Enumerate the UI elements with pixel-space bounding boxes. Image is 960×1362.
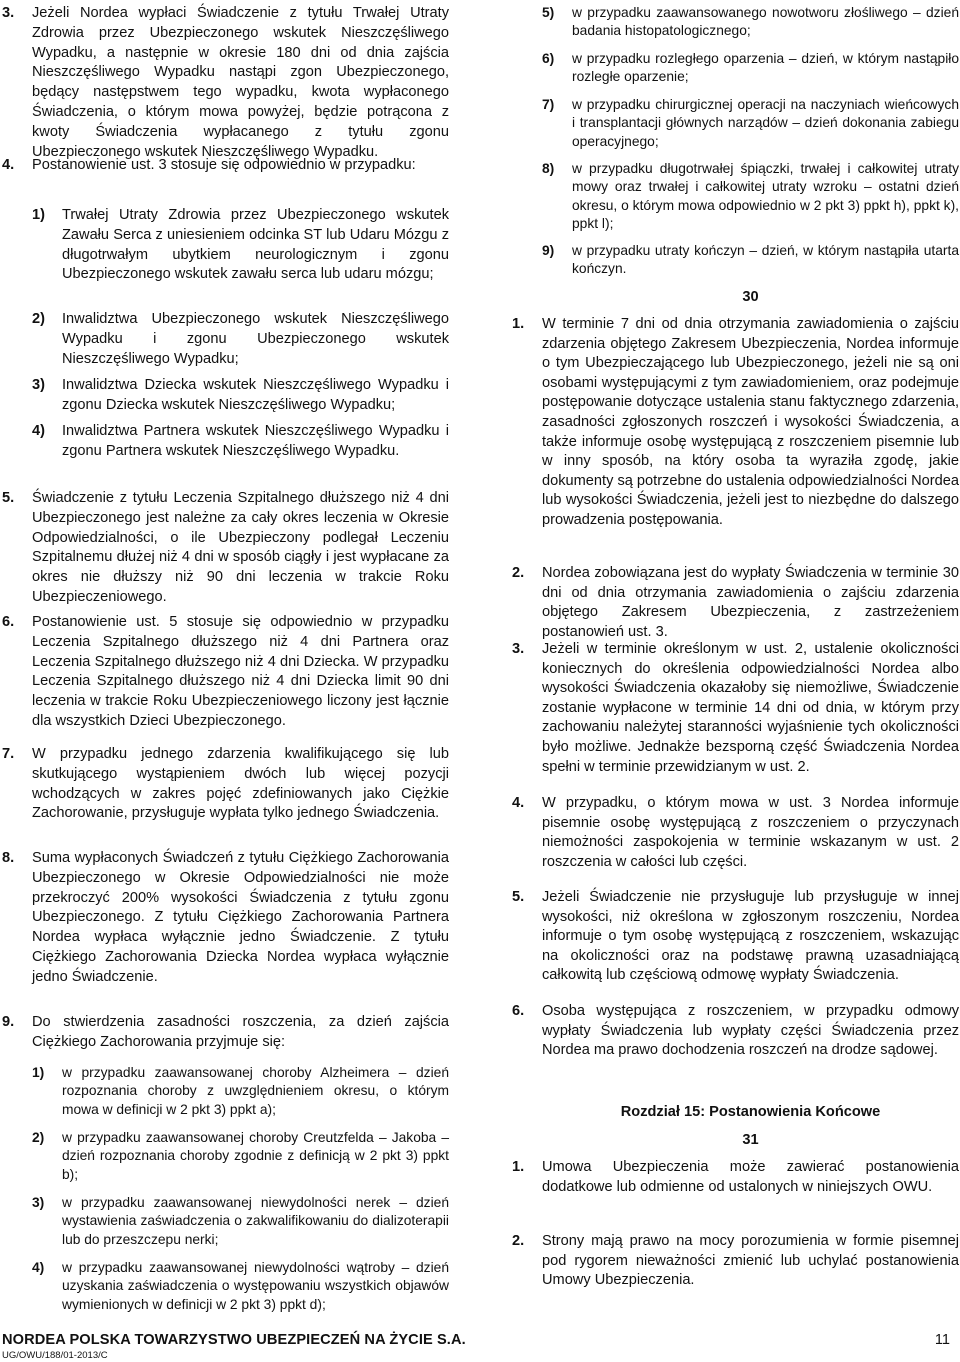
list-item xyxy=(32,1129,449,1185)
paragraph-5 xyxy=(512,888,959,988)
list-item xyxy=(32,1194,449,1250)
list-item-number: 5) xyxy=(542,5,555,20)
list-item-text: w przypadku długotrwałej śpiączki, trwałej i całkowitej utraty mowy oraz trwałej i całkowitej utraty wzroku – ostatni dzień okresu, o którym mowa odpowiednio w 2 pkt 3) ppkt h), ppkt k), ppkt l); xyxy=(572,161,959,231)
list-item xyxy=(32,206,449,302)
list-item xyxy=(32,422,449,480)
paragraph-text: Postanowienie ust. 5 stosuje się odpowiednio w przypadku Leczenia Szpitalnego dłuższego niż 4 dni Partnera oraz Leczenia Szpitalnego dłuższego niż 4 dni Dziecka. W przypadku Leczenia Szpitalnego dłuższego niż 4 dni Dziecka limit 90 dni leczenia w trakcie Roku Ubezpieczeniowego liczony jest łącznie dla wszystkich Dzieci Ubezpieczonego. xyxy=(32,614,449,729)
list-item xyxy=(32,1064,449,1120)
paragraph-text: W przypadku jednego zdarzenia kwalifikującego się lub skutkującego wystąpieniem dwóch lub więcej pozycji wchodzących w zakres pojęć zdefiniowanych jako Ciężkie Zachorowanie, przysługuje wypłata tylko jednego Świadczenia. xyxy=(32,746,449,822)
list-item xyxy=(542,50,959,88)
list-item-number: 2) xyxy=(32,311,45,327)
list-item-number: 1) xyxy=(32,207,45,223)
paragraph-2 xyxy=(512,564,959,640)
list-item-number: 8) xyxy=(542,161,555,176)
paragraph-3 xyxy=(512,640,959,780)
paragraph-text: Świadczenie z tytułu Leczenia Szpitalnego dłuższego niż 4 dni Ubezpieczonego jest należne za cały okres leczenia w Okresie Odpowiedzialności, o ile Ubezpieczony podlegał Leczeniu Szpitalnemu dłużej niż 4 dni w sposób ciągły i jest wypłacane za okres nie dłuższy niż 90 dni leczenia w trakcie Roku Ubezpieczeniowego. xyxy=(32,490,449,605)
right-column xyxy=(512,4,959,1292)
list-item-text: w przypadku chirurgicznej operacji na naczyniach wieńcowych i transplantacji głównych narządów – dzień dokonania zabiegu operacyjnego; xyxy=(572,97,959,149)
paragraph-number: 5. xyxy=(512,889,525,905)
paragraph-2 xyxy=(512,1232,959,1292)
paragraph-7 xyxy=(2,745,449,841)
list-item-text: w przypadku rozległego oparzenia – dzień, w którym nastąpiło rozległe oparzenie; xyxy=(572,51,959,85)
list-item-text: w przypadku utraty kończyn – dzień, w którym nastąpiła utarta kończyn. xyxy=(572,243,959,277)
paragraph-number: 4. xyxy=(512,795,525,811)
paragraph-4 xyxy=(512,794,959,874)
paragraph-text: Umowa Ubezpieczenia może zawierać postanowienia dodatkowe lub odmienne od ustalonych w niniejszych OWU. xyxy=(542,1159,959,1195)
paragraph-1 xyxy=(512,315,959,551)
paragraph-8 xyxy=(2,849,449,1005)
paragraph-5 xyxy=(2,489,449,605)
left-column xyxy=(2,4,449,1333)
paragraph-9 xyxy=(2,1013,449,1055)
paragraph-text: Strony mają prawo na mocy porozumienia w formie pisemnej pod rygorem nieważności zmienić lub uchylać postanowienia Umowy Ubezpieczenia. xyxy=(542,1233,959,1289)
paragraph-number: 6. xyxy=(512,1003,525,1019)
list-item-text: w przypadku zaawansowanego nowotworu złośliwego – dzień badania histopatologicznego; xyxy=(572,5,959,39)
paragraph-number: 7. xyxy=(2,746,15,762)
list-item-number: 4) xyxy=(32,1260,45,1275)
list-item xyxy=(32,376,449,414)
paragraph-number: 2. xyxy=(512,565,525,581)
list-item xyxy=(542,4,959,42)
paragraph-text: W terminie 7 dni od dnia otrzymania zawiadomienia o zajściu zdarzenia objętego Zakresem Ubezpieczenia, Nordea informuje o tym Ubezpieczającego lub Ubezpieczonego, jeżeli nie są oni osobami występującymi z tym zawiadomieniem, oraz podejmuje postępowanie dotyczące ustalenia stanu faktycznego zdarzenia, zasadności zgłoszonych roszczeń i wysokości Świadczenia, a także informuje osobę występującą z roszczeniem pisemnie lub w inny sposób, na który osoba ta wyraziła zgodę, jakie dokumenty są potrzebne do ustalenia odpowiedzialności Nordea lub wysokości Świadczenia, jeżeli jest to niezbędne do dalszego prowadzenia postępowania. xyxy=(542,316,959,528)
paragraph-6 xyxy=(512,1002,959,1082)
list-item xyxy=(542,160,959,234)
paragraph-number: 2. xyxy=(512,1233,525,1249)
list-item xyxy=(542,96,959,152)
list-item xyxy=(542,242,959,280)
list-item-number: 7) xyxy=(542,97,555,112)
list-item-text: Inwalidztwa Partnera wskutek Nieszczęśliwego Wypadku i zgonu Partnera wskutek Nieszczęśliwego Wypadku. xyxy=(62,423,449,459)
list-item-text: Inwalidztwa Ubezpieczonego wskutek Nieszczęśliwego Wypadku i zgonu Ubezpieczonego wskutek Nieszczęśliwego Wypadku; xyxy=(62,311,449,367)
list-item-number: 3) xyxy=(32,1195,45,1210)
paragraph-text: Suma wypłaconych Świadczeń z tytułu Ciężkiego Zachorowania Ubezpieczonego w Okresie Odpowiedzialności nie może przekroczyć 200% wysokości Świadczenia z tytułu zgonu Ubezpieczonego. Z tytułu Ciężkiego Zachorowania Partnera Nordea wypłaca wyłącznie jedno Świadczenie. Z tytułu Ciężkiego Zachorowania Dziecka Nordea wypłaca wyłącznie jedno Świadczenie. xyxy=(32,850,449,985)
list-item-number: 3) xyxy=(32,377,45,393)
paragraph-number: 1. xyxy=(512,1159,525,1175)
paragraph-text: Jeżeli Świadczenie nie przysługuje lub przysługuje w innej wysokości, niż określona w zgłoszonym roszczeniu, Nordea informuje o tym osobę występującą z roszczeniem, wskazując na okoliczności oraz na podstawę prawną uzasadniającą całkowitą lub częściową odmowę wypłaty Świadczenia. xyxy=(542,889,959,984)
list-item-number: 2) xyxy=(32,1130,45,1145)
list-item xyxy=(32,310,449,368)
paragraph-text: Postanowienie ust. 3 stosuje się odpowiednio w przypadku: xyxy=(32,157,416,173)
paragraph-text: Jeżeli w terminie określonym w ust. 2, ustalenie okoliczności koniecznych do określenia odpowiedzialności Nordea albo wysokości Świadczenia okazałoby się niemożliwe, Świadczenie zostanie wypłacone w terminie 14 dni od dnia, w którym przy zachowaniu należytej staranności wyjaśnienie tych okoliczności było możliwe. Jednakże bezsporną część Świadczenia Nordea spełni w terminie przewidzianym w ust. 2. xyxy=(542,641,959,775)
paragraph-text: Do stwierdzenia zasadności roszczenia, za dzień zajścia Ciężkiego Zachorowania przyjmuje się: xyxy=(32,1014,449,1050)
paragraph-number: 4. xyxy=(2,157,15,173)
footer-company-name: NORDEA POLSKA TOWARZYSTWO UBEZPIECZEŃ NA ŻYCIE S.A. xyxy=(2,1332,466,1348)
paragraph-number: 3. xyxy=(512,641,525,657)
paragraph-number: 9. xyxy=(2,1014,15,1030)
list-item-text: w przypadku zaawansowanej choroby Alzheimera – dzień rozpoznania choroby z uwzględnieniem okresu, o którym mowa w definicji w 2 pkt 3) ppkt a); xyxy=(62,1065,449,1117)
paragraph-number: 8. xyxy=(2,850,15,866)
paragraph-number: 3. xyxy=(2,5,15,21)
list-item-text: w przypadku zaawansowanej choroby Creutzfelda – Jakoba – dzień rozpoznania choroby zgodnie z definicją w 2 pkt 3) ppkt b); xyxy=(62,1130,449,1182)
footer-document-code: UG/OWU/188/01-2013/C xyxy=(2,1350,108,1361)
paragraph-number: 1. xyxy=(512,316,525,332)
paragraph-number: 6. xyxy=(2,614,15,630)
list-item-text: w przypadku zaawansowanej niewydolności wątroby – dzień uzyskania zaświadczenia o występowaniu wszystkich objawów wymienionych w definicji w 2 pkt 3) ppkt d); xyxy=(62,1260,449,1312)
list-item-text: Inwalidztwa Dziecka wskutek Nieszczęśliwego Wypadku i zgonu Dziecka wskutek Nieszczęśliwego Wypadku; xyxy=(62,377,449,413)
paragraph-1 xyxy=(512,1158,959,1218)
paragraph-text: W przypadku, o którym mowa w ust. 3 Nordea informuje pisemnie osobę występującą z roszczeniem o przyczynach niemożności zaspokojenia w terminie wskazanym w ust. 2 roszczenia w całości lub części. xyxy=(542,795,959,870)
list-item-number: 1) xyxy=(32,1065,45,1080)
paragraph-text: Jeżeli Nordea wypłaci Świadczenie z tytułu Trwałej Utraty Zdrowia przez Ubezpieczonego wskutek Nieszczęśliwego Wypadku, a następnie w okresie 180 dni od dnia zajścia Nieszczęśliwego Wypadku nastąpi zgon Ubezpieczonego, będący następstwem tego wypadku, kwota wypłaconego Świadczenia, o którym mowa powyżej, będzie potrącona z kwoty Świadczenia wypłacanego z tytułu zgonu Ubezpieczonego wskutek Nieszczęśliwego Wypadku. xyxy=(32,5,449,160)
page-number: 11 xyxy=(934,1332,950,1348)
paragraph-3 xyxy=(2,4,449,160)
paragraph-text: Nordea zobowiązana jest do wypłaty Świadczenia w terminie 30 dni od dnia otrzymania zawiadomienia o zajściu zdarzenia objętego Zakresem Ubezpieczenia, z zastrzeżeniem postanowień ust. 3. xyxy=(542,565,959,640)
list-item-text: Trwałej Utraty Zdrowia przez Ubezpieczonego wskutek Zawału Serca z uniesieniem odcinka ST lub Udaru Mózgu z długotrwałym ubytkiem neurologicznym i zgonu Ubezpieczonego wskutek zawału serca lub udaru mózgu; xyxy=(62,207,449,283)
paragraph-4 xyxy=(2,156,449,198)
list-item-number: 6) xyxy=(542,51,555,66)
section-heading-30: 30 xyxy=(742,289,759,305)
paragraph-6 xyxy=(2,613,449,737)
list-item-text: w przypadku zaawansowanej niewydolności nerek – dzień wystawienia zaświadczenia o zakwalifikowaniu do dializoterapii lub do przeszczepu nerki; xyxy=(62,1195,449,1247)
list-item-number: 9) xyxy=(542,243,555,258)
list-item xyxy=(32,1259,449,1333)
paragraph-number: 5. xyxy=(2,490,15,506)
paragraph-text: Osoba występująca z roszczeniem, w przypadku odmowy wypłaty Świadczenia lub wypłaty części Świadczenia przez Nordea ma prawo dochodzenia roszczeń na drodze sądowej. xyxy=(542,1003,959,1059)
chapter-heading: Rozdział 15: Postanowienia Końcowe xyxy=(620,1104,881,1120)
list-item-number: 4) xyxy=(32,423,45,439)
section-heading-31: 31 xyxy=(742,1132,759,1148)
